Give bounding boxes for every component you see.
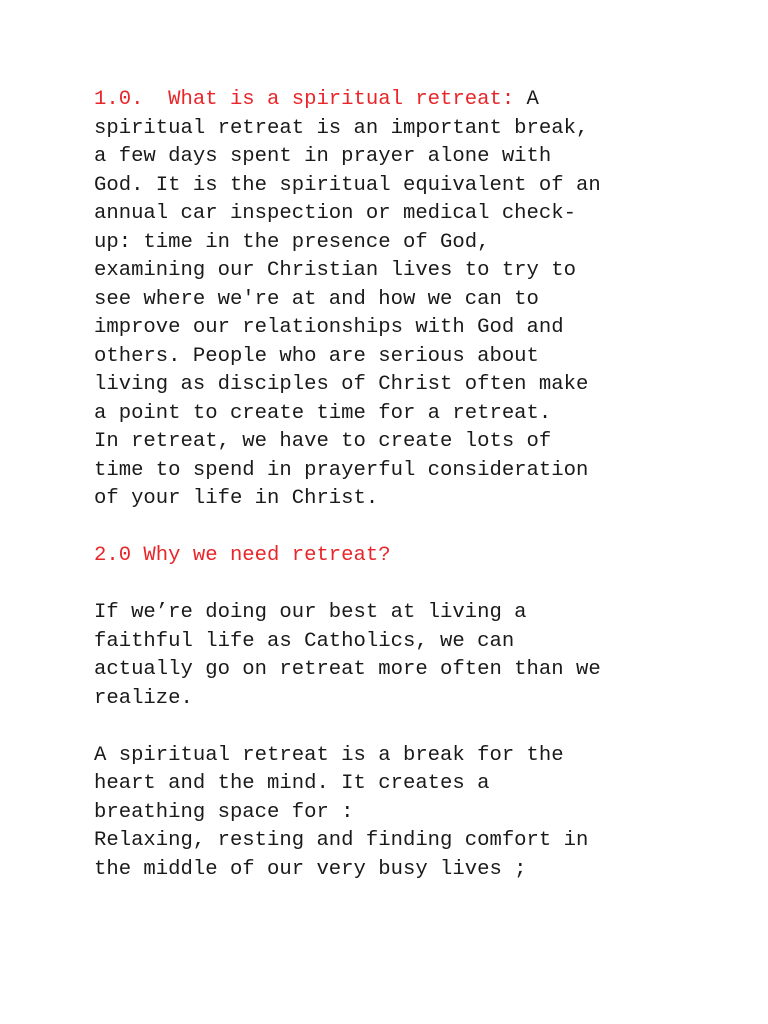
section-1-text: see where we're at and how we can to xyxy=(94,287,539,311)
section-2-paragraph-2-text: breathing space for : xyxy=(94,800,354,824)
section-1-text: In retreat, we have to create lots of xyxy=(94,430,552,453)
section-2-paragraph-1-text: actually go on retreat more often than we xyxy=(94,658,601,681)
section-1-text: up: time in the presence of God, xyxy=(94,230,490,254)
section-1-text: examining our Christian lives to try to xyxy=(94,259,576,282)
section-1-text: annual car inspection or medical check- xyxy=(94,202,576,225)
section-1-text: improve our relationships with God and xyxy=(94,316,564,339)
section-2-heading: 2.0 Why we need retreat? xyxy=(94,544,391,567)
section-1-text: a few days spent in prayer alone with xyxy=(94,145,552,168)
paragraph-gap xyxy=(94,713,734,742)
section-2-paragraph-2-text: the middle of our very busy lives ; xyxy=(94,857,527,881)
section-1-text: time to spend in prayerful consideration xyxy=(94,458,589,482)
section-2-paragraph-2-text: Relaxing, resting and finding comfort in xyxy=(94,829,589,852)
section-2-paragraph-2-text: heart and the mind. It creates a xyxy=(94,772,490,795)
section-2-paragraph-1-text: If we’re doing our best at living a xyxy=(94,601,527,624)
document-body xyxy=(94,86,734,884)
section-1-text: A xyxy=(514,88,539,111)
section-2-paragraph-1-text: faithful life as Catholics, we can xyxy=(94,629,515,653)
section-1-text: God. It is the spiritual equivalent of an xyxy=(94,173,601,197)
section-1-text: living as disciples of Christ often make xyxy=(94,373,589,396)
section-1-text: a point to create time for a retreat. xyxy=(94,401,552,425)
section-2-paragraph-1-text: realize. xyxy=(94,686,193,710)
section-1-text: spiritual retreat is an important break, xyxy=(94,116,589,140)
section-1-text: others. People who are serious about xyxy=(94,344,539,368)
section-1-text: of your life in Christ. xyxy=(94,487,379,510)
paragraph-gap xyxy=(94,514,734,543)
section-2-paragraph-2-text: A spiritual retreat is a break for the xyxy=(94,743,564,767)
section-1-heading: 1.0. What is a spiritual retreat: xyxy=(94,88,515,111)
section-1-first-line xyxy=(94,86,734,115)
paragraph-gap xyxy=(94,571,734,600)
